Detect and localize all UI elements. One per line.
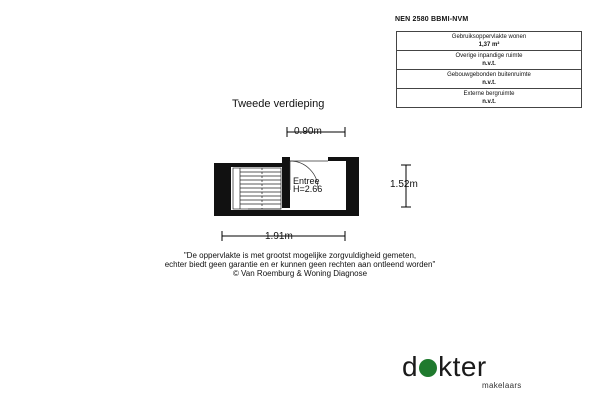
area-row-value: n.v.t. bbox=[482, 80, 496, 86]
area-row-value: n.v.t. bbox=[482, 99, 496, 105]
logo-letters-kter: kter bbox=[438, 351, 487, 382]
area-row-label: Externe bergruimte bbox=[463, 91, 515, 97]
nen-title: NEN 2580 BBMI-NVM bbox=[395, 16, 469, 23]
wall-top-stairs bbox=[231, 163, 282, 167]
dim-bottom-label: 1.91m bbox=[265, 231, 293, 242]
wall-top-right bbox=[328, 157, 346, 161]
room-height: H=2.66 bbox=[293, 184, 323, 194]
copyright-line: © Van Roemburg & Woning Diagnose bbox=[232, 269, 368, 278]
wall-middle bbox=[282, 157, 290, 208]
logo-wordmark bbox=[402, 351, 487, 383]
wall-right bbox=[346, 157, 359, 215]
wall-bottom bbox=[214, 210, 359, 216]
stairs bbox=[233, 168, 281, 209]
area-row-value: 1,37 m² bbox=[478, 42, 500, 48]
area-row-value: n.v.t. bbox=[482, 61, 496, 67]
logo-letter-d: d bbox=[402, 351, 419, 382]
disclaimer-line-2: echter biedt geen garantie en er kunnen geen rechten aan ontleend worden" bbox=[164, 260, 436, 269]
dim-side-label: 1.52m bbox=[390, 179, 418, 190]
logo-o-icon bbox=[419, 359, 437, 377]
wall-left bbox=[214, 163, 231, 215]
disclaimer-line-1: "De oppervlakte is met grootst mogelijke zorgvuldigheid gemeten, bbox=[183, 251, 417, 260]
area-row-label: Gebruiksoppervlakte wonen bbox=[451, 34, 527, 40]
room-name: Entree bbox=[293, 176, 320, 186]
area-row-label: Gebouwgebonden buitenruimte bbox=[447, 72, 531, 78]
dokter-logo bbox=[402, 351, 572, 391]
logo-subtitle: makelaars bbox=[482, 381, 522, 390]
dim-top-label: 0.90m bbox=[294, 126, 322, 137]
floor-title: Tweede verdieping bbox=[232, 98, 325, 110]
area-row-label: Overige inpandige ruimte bbox=[455, 53, 523, 59]
